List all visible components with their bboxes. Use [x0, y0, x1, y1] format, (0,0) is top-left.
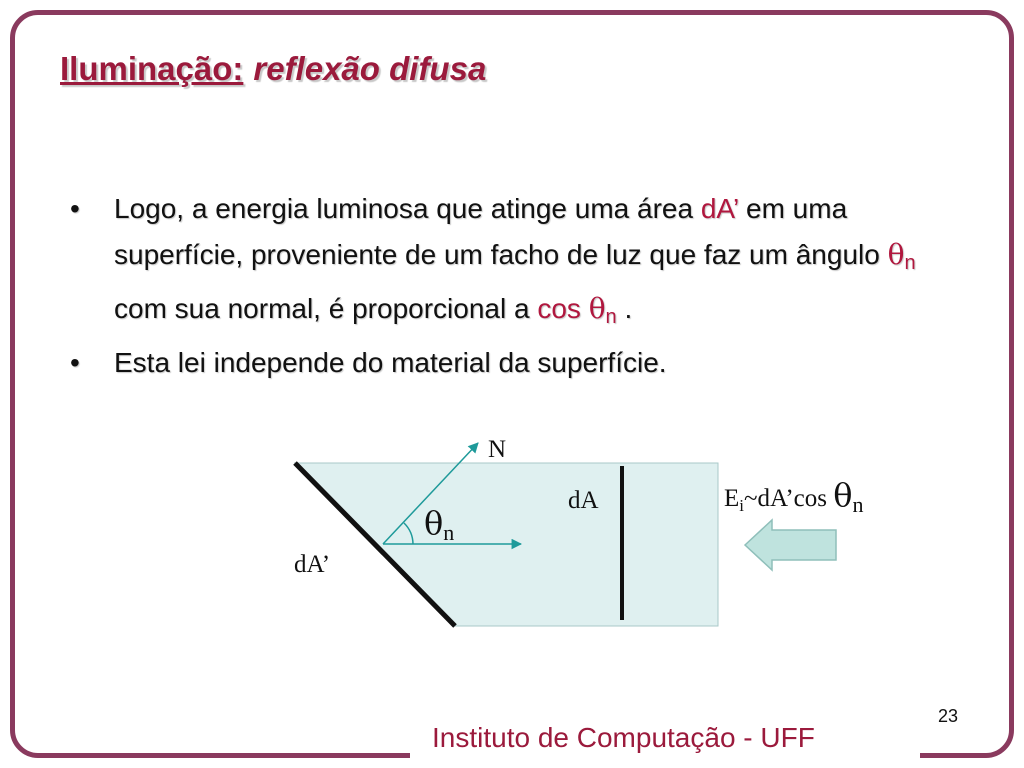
- bullet-icon: •: [70, 193, 80, 224]
- page-number: 23: [938, 706, 959, 726]
- theta-subscript: n: [605, 306, 617, 328]
- angle-label: [424, 504, 454, 546]
- normal-label: N: [488, 436, 507, 463]
- bullet-text: em uma superfície, proveniente de um facho de luz que faz um ângulo: [114, 193, 888, 270]
- bullet-text: .: [616, 293, 633, 324]
- bullet-text: Logo, a energia luminosa que atinge uma área: [114, 193, 701, 224]
- irradiance-label: [724, 476, 864, 518]
- bullet-text: com sua normal, é proporcional a: [114, 293, 538, 324]
- theta-subscript: n: [904, 252, 916, 274]
- ei-subscript: i: [739, 496, 745, 515]
- dA-label: dA: [568, 487, 599, 514]
- theta-symbol: θ: [424, 504, 444, 542]
- theta-subscript: n: [852, 492, 864, 517]
- dA-prime-label: dA’: [294, 551, 331, 578]
- ei-formula: ~dA’cos: [744, 485, 834, 512]
- theta-symbol: θ: [887, 238, 905, 271]
- term-dA-prime: dA’: [700, 193, 739, 224]
- bullet-icon: •: [70, 347, 80, 378]
- theta-symbol: θ: [588, 292, 606, 325]
- theta-subscript: n: [443, 520, 455, 545]
- ei-symbol: E: [724, 485, 740, 512]
- cos-label: cos: [537, 293, 589, 324]
- title-sub: reflexão difusa: [253, 50, 487, 87]
- bullet-text: Esta lei independe do material da superfície.: [114, 347, 667, 378]
- theta-symbol: θ: [833, 476, 853, 514]
- title-main: Iluminação:: [60, 50, 244, 87]
- incoming-light-arrow-icon: [745, 520, 836, 570]
- footer-institute: Instituto de Computação - UFF: [432, 722, 815, 753]
